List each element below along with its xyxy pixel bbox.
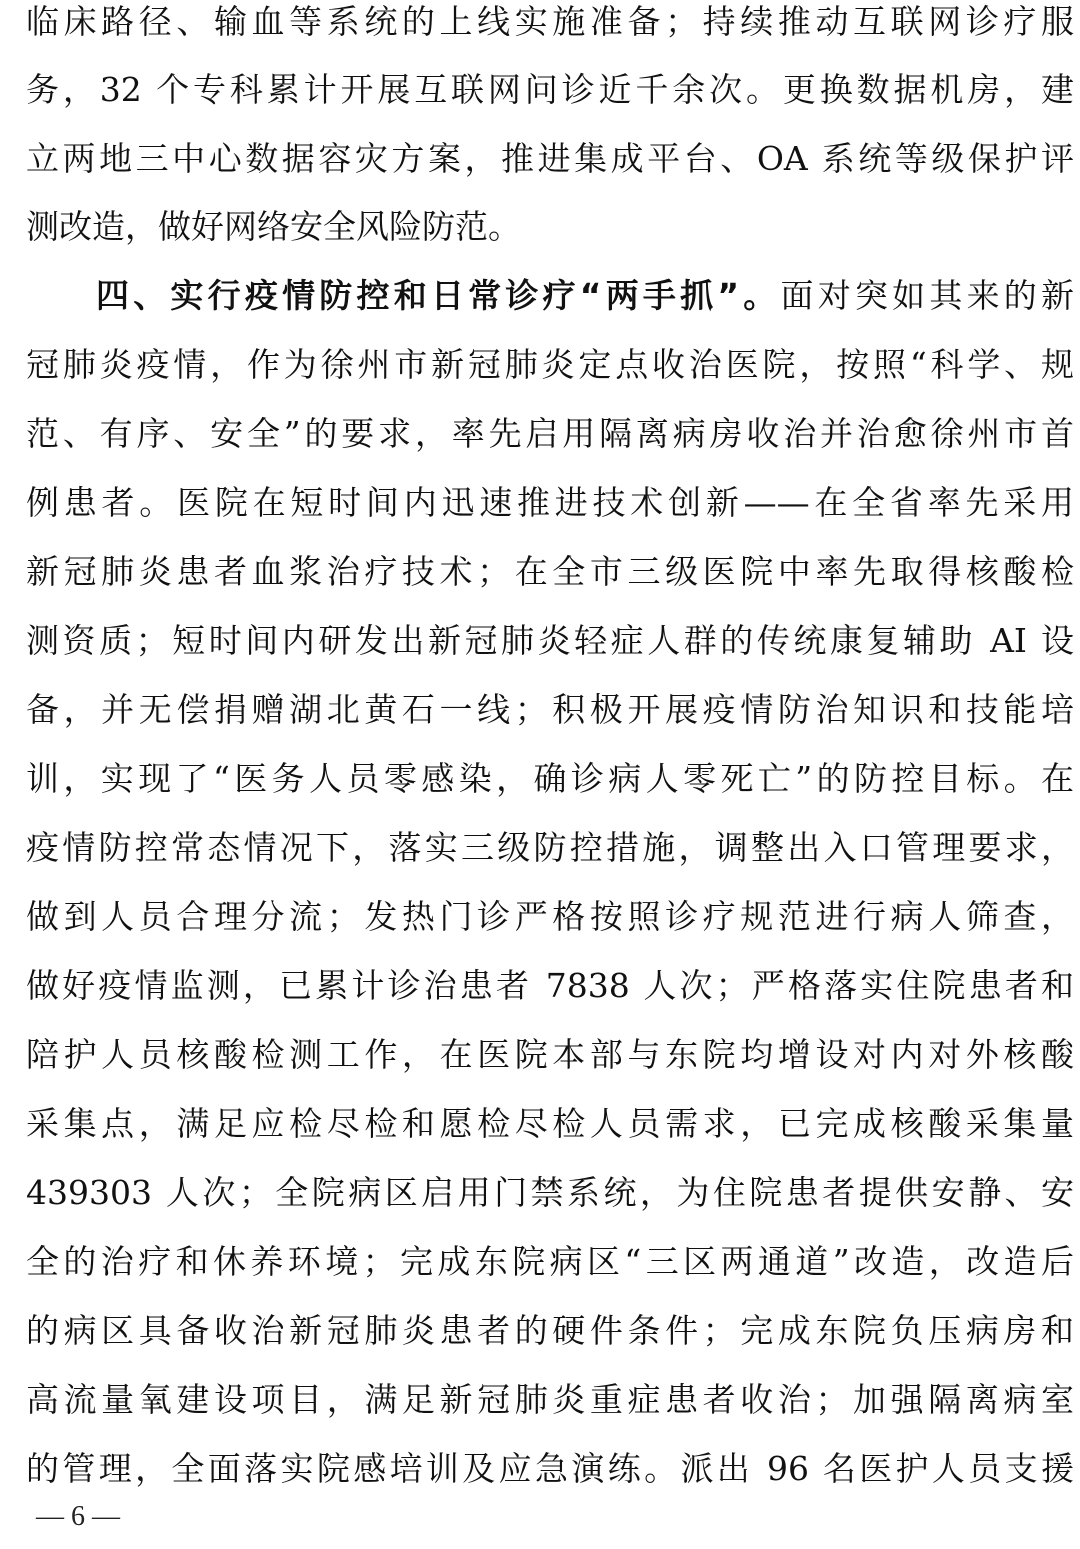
- paragraph-line: 高流量氧建设项目，满足新冠肺炎重症患者收治；加强隔离病室: [26, 1380, 1074, 1419]
- paragraph-line: 疫情防控常态情况下，落实三级防控措施，调整出入口管理要求，: [26, 828, 1074, 867]
- paragraph-line: 临床路径、输血等系统的上线实施准备；持续推动互联网诊疗服: [26, 2, 1074, 41]
- paragraph-line: 新冠肺炎患者血浆治疗技术；在全市三级医院中率先取得核酸检: [26, 552, 1074, 591]
- paragraph-line: 采集点，满足应检尽检和愿检尽检人员需求，已完成核酸采集量: [26, 1104, 1074, 1143]
- paragraph-line: 训，实现了“医务人员零感染，确诊病人零死亡”的防控目标。在: [26, 759, 1074, 798]
- page-number: — 6 —: [36, 1501, 120, 1532]
- paragraph-line: 测资质；短时间内研发出新冠肺炎轻症人群的传统康复辅助 AI 设: [26, 621, 1074, 660]
- paragraph-line: 冠肺炎疫情，作为徐州市新冠肺炎定点收治医院，按照“科学、规: [26, 345, 1074, 384]
- heading-line-text: 面对突如其来的新: [780, 276, 1074, 315]
- section-heading: 四、实行疫情防控和日常诊疗“两手抓”。: [96, 276, 781, 315]
- paragraph-line: 做到人员合理分流；发热门诊严格按照诊疗规范进行病人筛查，: [26, 897, 1074, 936]
- paragraph-line: 的管理，全面落实院感培训及应急演练。派出 96 名医护人员支援: [26, 1449, 1074, 1488]
- paragraph-line: 陪护人员核酸检测工作，在医院本部与东院均增设对内对外核酸: [26, 1035, 1074, 1074]
- paragraph-line: 测改造，做好网络安全风险防范。: [26, 207, 521, 246]
- paragraph-line: 务，32 个专科累计开展互联网问诊近千余次。更换数据机房，建: [26, 70, 1074, 109]
- paragraph-line: 做好疫情监测，已累计诊治患者 7838 人次；严格落实住院患者和: [26, 966, 1074, 1005]
- paragraph-line: 439303 人次；全院病区启用门禁系统，为住院患者提供安静、安: [26, 1173, 1074, 1212]
- section-heading-line: [96, 276, 1074, 345]
- paragraph-line: 备，并无偿捐赠湖北黄石一线；积极开展疫情防治知识和技能培: [26, 690, 1074, 729]
- paragraph-line: 的病区具备收治新冠肺炎患者的硬件条件；完成东院负压病房和: [26, 1311, 1074, 1350]
- paragraph-line: 立两地三中心数据容灾方案，推进集成平台、OA 系统等级保护评: [26, 139, 1074, 178]
- paragraph-line: 范、有序、安全”的要求，率先启用隔离病房收治并治愈徐州市首: [26, 414, 1074, 453]
- paragraph-line: 例患者。医院在短时间内迅速推进技术创新——在全省率先采用: [26, 483, 1074, 522]
- paragraph-line: 全的治疗和休养环境；完成东院病区“三区两通道”改造，改造后: [26, 1242, 1074, 1281]
